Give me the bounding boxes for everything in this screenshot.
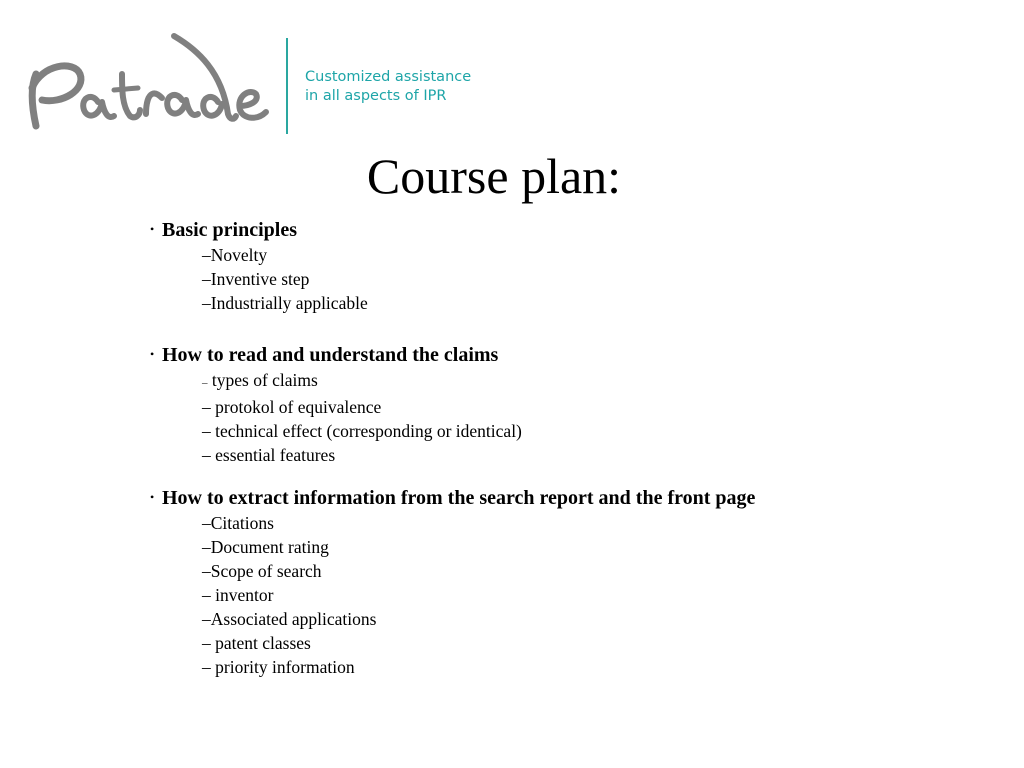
list-item-text: essential features [210,445,336,465]
list-item-text: Associated applications [210,609,377,629]
list-item-text: protokol of equivalence [210,397,382,417]
section-heading [150,216,950,243]
list-item [202,559,950,583]
list-item-text: Novelty [210,245,268,265]
list-item [202,535,950,559]
dash: – [202,657,211,677]
dash: – [202,513,211,533]
sub-list [150,243,950,315]
dash: – [202,445,211,465]
bullet-icon: • [150,222,155,236]
list-item-text: patent classes [210,633,311,653]
list-item-text: Citations [210,513,274,533]
dash: – [202,421,211,441]
list-item-text: Inventive step [210,269,310,289]
list-item-text: Industrially applicable [210,293,368,313]
list-item-text: technical effect (corresponding or identical) [210,421,522,441]
section-heading [150,484,950,511]
section-basic-principles [150,216,950,315]
dash: – [202,537,211,557]
list-item [202,631,950,655]
list-item [202,267,950,291]
tagline [305,68,471,106]
list-item-text: priority information [210,657,355,677]
section-search-report [150,484,950,679]
sub-list [150,511,950,679]
tagline-line-2: in all aspects of IPR [305,88,447,104]
list-item [202,395,950,419]
list-item-text: types of claims [207,370,318,390]
bullet-icon: • [150,347,155,361]
dash: – [202,245,211,265]
section-heading [150,341,950,368]
dash: – [202,293,211,313]
list-item [202,368,950,395]
section-heading-text: Basic principles [162,219,298,241]
list-item-text: Document rating [210,537,329,557]
logo-divider [286,38,288,134]
dash: – [202,585,211,605]
section-heading-text: How to extract information from the search report and the front page [162,487,756,509]
dash: – [202,397,211,417]
list-item [202,243,950,267]
bullet-icon: • [150,490,155,504]
patrade-logo [22,28,282,138]
dash: – [202,609,211,629]
dash: – [202,377,208,389]
dash: – [202,561,211,581]
tagline-line-1: Customized assistance [305,69,472,85]
slide-title: Course plan: [366,148,622,204]
dash: – [202,269,211,289]
list-item-text: inventor [210,585,274,605]
course-outline [150,216,950,679]
list-item [202,419,950,443]
list-item [202,583,950,607]
section-read-claims [150,341,950,467]
list-item [202,607,950,631]
list-item [202,655,950,679]
sub-list [150,368,950,467]
list-item [202,443,950,467]
list-item [202,511,950,535]
dash: – [202,633,211,653]
patrade-handwritten-logo-image [22,28,282,138]
list-item-text: Scope of search [210,561,322,581]
section-heading-text: How to read and understand the claims [162,344,499,366]
list-item [202,291,950,315]
